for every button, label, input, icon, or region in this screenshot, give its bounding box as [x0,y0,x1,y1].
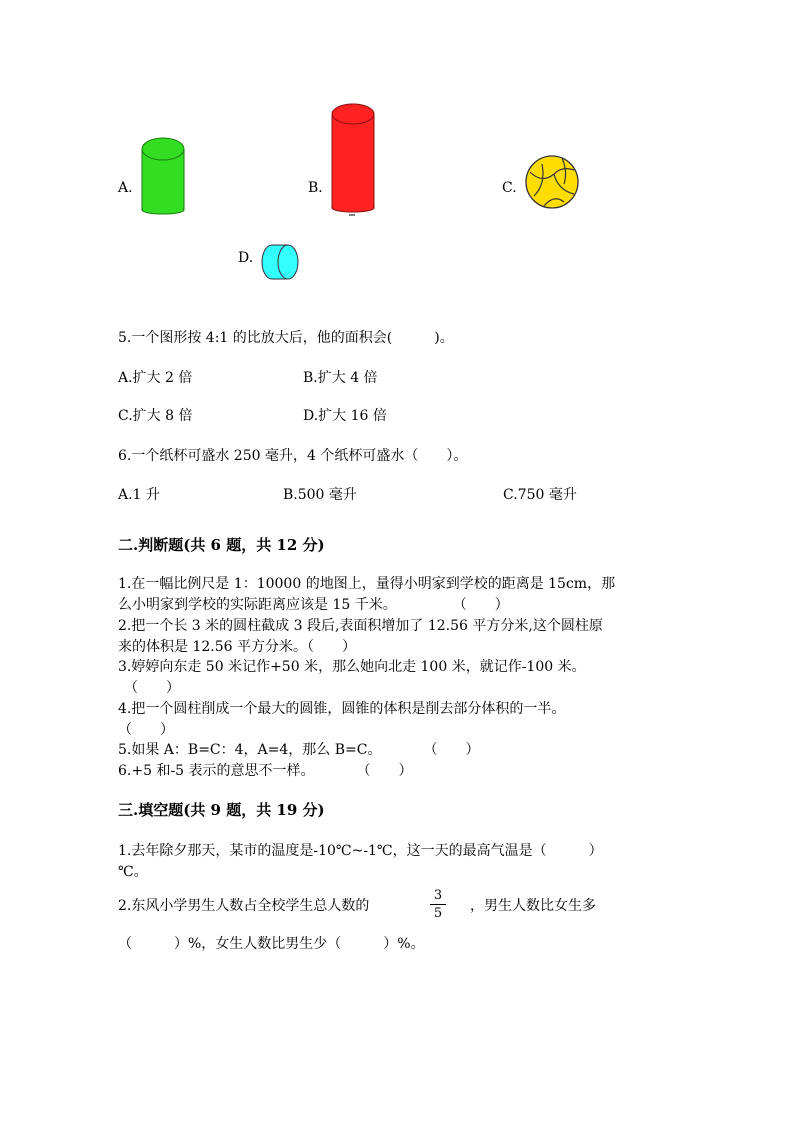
judge-line: 2.把一个长 3 米的圆柱截成 3 段后,表面积增加了 12.56 平方分米,这个圆柱原 [118,618,603,634]
fill-q2-after: ，男生人数比女生多 [470,898,596,914]
fill-q1-line1: 1.去年除夕那天，某市的温度是-10℃~-1℃，这一天的最高气温是（ ） [118,843,603,859]
judge-line: 4.把一个圆柱削成一个最大的圆锥，圆锥的体积是削去部分体积的一半。 [118,701,566,717]
fill-q1-line2: ℃。 [118,864,148,880]
fraction-numerator: 3 [433,888,443,903]
fraction-three-fifths [428,888,448,921]
question-6-text: 6.一个纸杯可盛水 250 毫升，4 个纸杯可盛水（ ）。 [118,448,468,464]
question-6-option-b: B.500 毫升 [283,487,357,503]
judge-line: 6.+5 和-5 表示的意思不一样。 （ ） [118,763,413,779]
option-b-label: B. [308,180,323,196]
volleyball-figure [524,154,582,212]
option-a-label: A. [118,180,133,196]
judge-line: 么小明家到学校的实际距离应该是 15 千米。 （ ） [118,597,509,613]
section-3-title: 三.填空题(共 9 题，共 19 分) [118,801,325,819]
judge-line: （ ） [124,680,180,696]
cyan-cylinder-figure [260,242,302,282]
question-6-option-c: C.750 毫升 [503,487,577,503]
green-cylinder-figure [140,136,188,216]
question-5-option-c: C.扩大 8 倍 [118,408,193,424]
judge-line: （ ） [118,722,174,738]
question-6-option-a: A.1 升 [118,487,160,503]
question-5-option-b: B.扩大 4 倍 [303,370,378,386]
fraction-denominator: 5 [433,906,443,921]
judge-line: 来的体积是 12.56 平方分米。（ ） [118,639,356,655]
question-5-option-d: D.扩大 16 倍 [303,408,387,424]
option-d-label: D. [238,250,254,266]
red-cylinder-figure [330,102,378,218]
question-5-option-a: A.扩大 2 倍 [118,370,193,386]
judge-line: 1.在一幅比例尺是 1：10000 的地图上，量得小明家到学校的距离是 15cm，那 [118,576,616,592]
judge-line: 5.如果 A：B=C：4，A=4，那么 B=C。 （ ） [118,742,480,758]
question-5-text: 5.一个图形按 4:1 的比放大后，他的面积会( )。 [118,330,454,346]
section-2-title: 二.判断题(共 6 题，共 12 分) [118,536,325,554]
option-c-label: C. [502,180,517,196]
fill-q2-before: 2.东风小学男生人数占全校学生总人数的 [118,898,370,914]
judge-line: 3.婷婷向东走 50 米记作+50 米，那么她向北走 100 米，就记作-100 米。 [118,659,586,675]
fill-q2-line2: （ ）%，女生人数比男生少（ ）%。 [118,936,425,952]
